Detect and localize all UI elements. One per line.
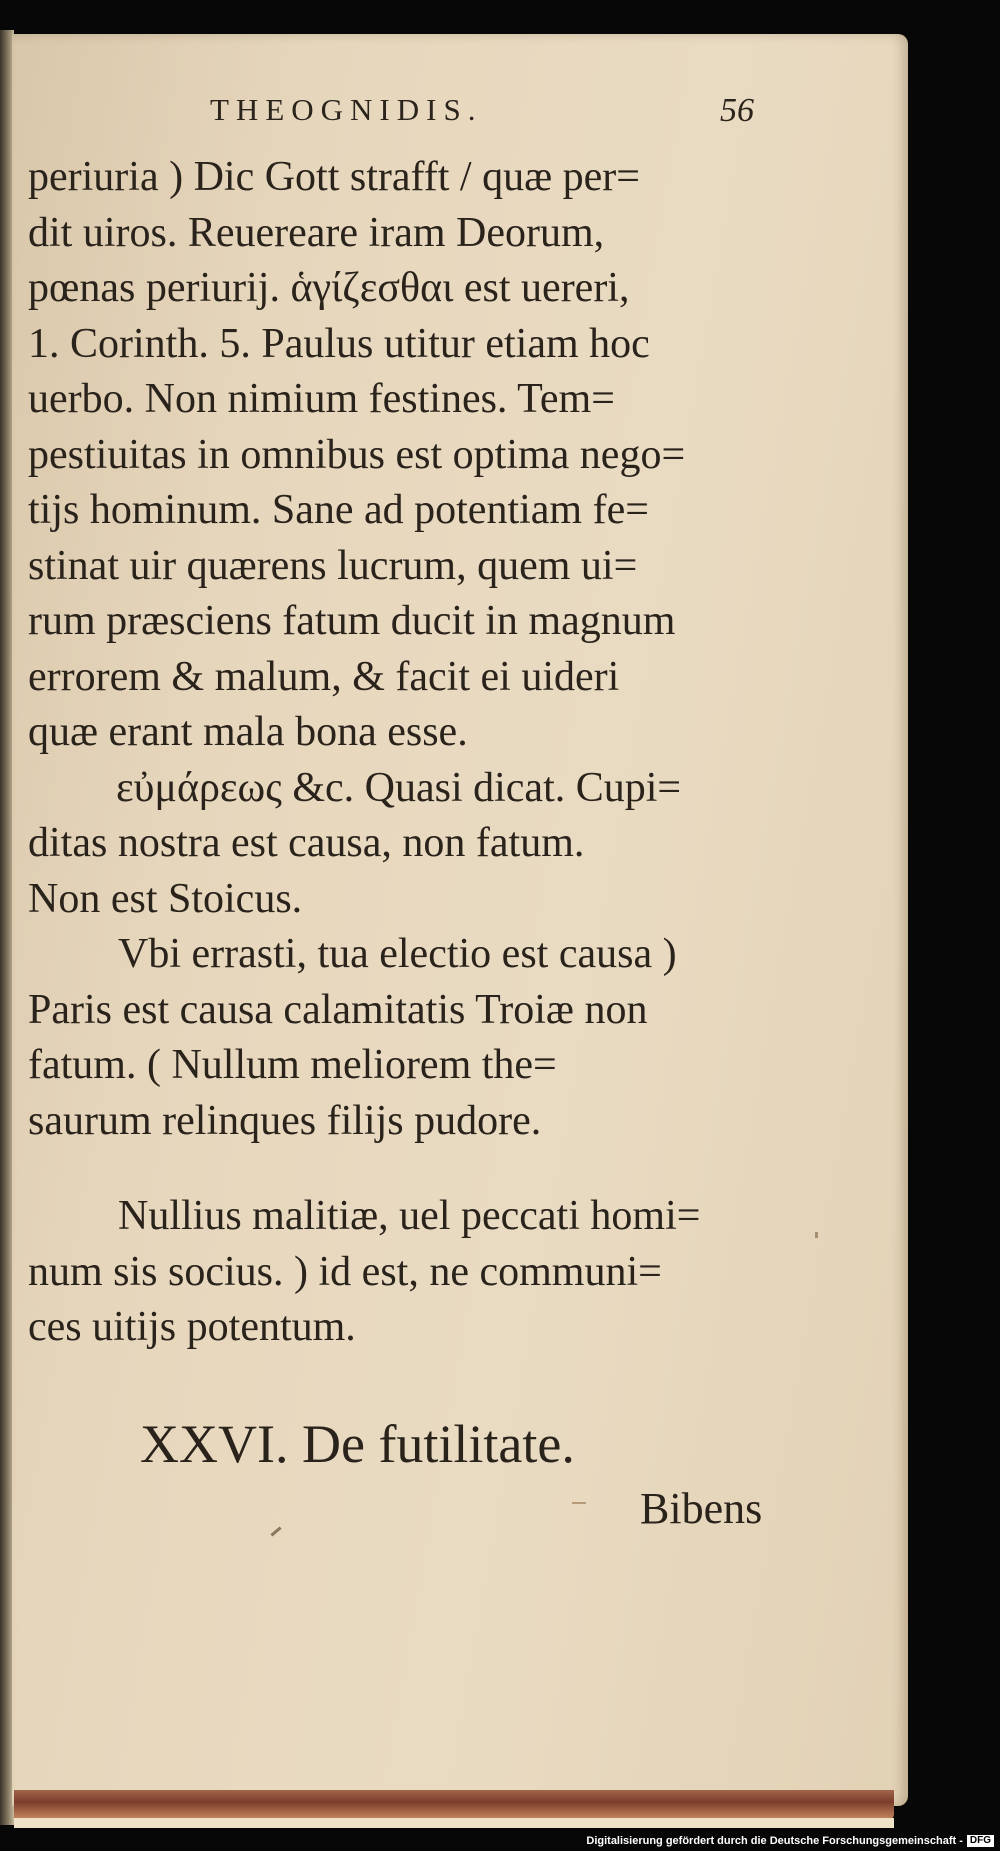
catchword: Bibens [640, 1484, 763, 1533]
text-line: Non est Stoicus. [28, 875, 303, 922]
text-line: εὐμάρεως &c. Quasi dicat. Cupi= [116, 764, 682, 811]
page-edge-bottom [14, 1790, 894, 1820]
text-line: uerbo. Non nimium festines. Tem= [28, 376, 615, 422]
section-heading: XXVI. De futilitate. [140, 1414, 575, 1474]
text-line: stinat uir quærens lucrum, quem ui= [28, 542, 638, 589]
text-line: Vbi errasti, tua electio est causa ) [118, 931, 677, 977]
text-line: ditas nostra est causa, non fatum. [28, 820, 585, 866]
digitization-footer [586, 1834, 994, 1848]
text-line: quæ erant mala bona esse. [28, 709, 468, 755]
text-line: dit uiros. Reuereare iram Deorum, [28, 209, 605, 256]
text-line: tijs hominum. Sane ad potentiam fe= [28, 487, 649, 533]
text-line: pestiuitas in omnibus est optima nego= [28, 431, 686, 478]
paragraph-gap [28, 1149, 778, 1189]
text-line: fatum. ( Nullum meliorem the= [28, 1042, 557, 1088]
text-line: num sis socius. ) id est, ne communi= [28, 1248, 662, 1295]
text-line: saurum relinques filijs pudore. [28, 1097, 542, 1144]
text-line: pœnas periurij. ἁγίζεσθαι est uereri, [28, 265, 630, 311]
running-head: THEOGNIDIS. [210, 92, 483, 127]
text-line: Nullius malitiæ, uel peccati homi= [118, 1193, 701, 1239]
paper-mark [572, 1502, 586, 1504]
page-edge-strip [14, 1818, 894, 1828]
text-line: Paris est causa calamitatis Troiæ non [28, 986, 648, 1033]
page-number: 56 [720, 92, 754, 129]
page-text [28, 150, 778, 1356]
text-line: ces uitijs potentum. [28, 1304, 356, 1350]
footer-text: Digitalisierung gefördert durch die Deutsche Forschungsgemeinschaft - [586, 1835, 963, 1847]
dfg-logo: DFG [967, 1835, 994, 1847]
text-line: periuria ) Dic Gott strafft / quæ per= [28, 154, 640, 200]
paper-mark [815, 1232, 818, 1238]
text-line: rum præsciens fatum ducit in magnum [28, 598, 676, 644]
text-line: errorem & malum, & facit ei uideri [28, 653, 620, 700]
text-line: 1. Corinth. 5. Paulus utitur etiam hoc [28, 320, 650, 367]
